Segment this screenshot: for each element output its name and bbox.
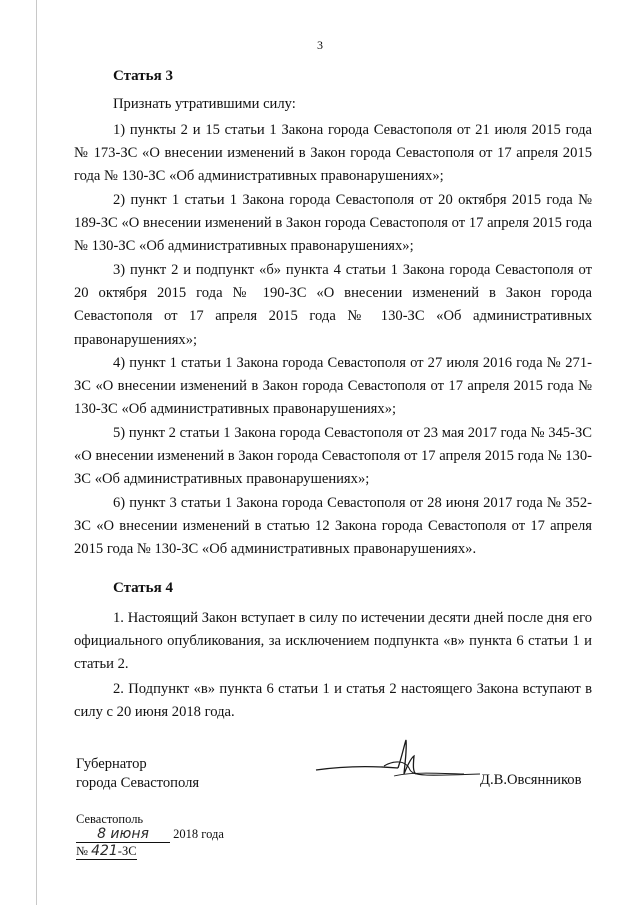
page-number: 3 (317, 38, 323, 52)
number-field (76, 843, 137, 860)
article-3-item-5: 5) пункт 2 статьи 1 Закона города Севастополя от 23 мая 2017 года № 345-ЗС «О внесении изменений в Закон города Севастополя от 17 апреля 2015 года № 130-ЗС «Об административных правонарушениях»; (74, 425, 592, 488)
handwritten-number: 421 (91, 843, 118, 859)
handwritten-signature (314, 736, 484, 788)
article-3-item-3: 3) пункт 2 и подпункт «б» пункта 4 статьи 1 Закона города Севастополя от 20 октября 2015 года № 190-ЗС «О внесении изменений в Закон города Севастополя от 17 апреля 2015 года № 130-ЗС «Об административных правонарушениях»; (74, 262, 592, 348)
footer-city: Севастополь (76, 812, 144, 826)
article-3-item-6: 6) пункт 3 статьи 1 Закона города Севастополя от 28 июня 2017 года № 352-ЗС «О внесении изменений в статью 12 Закона города Севастополя от 17 апреля 2015 года № 130-ЗС «Об административных правонарушениях». (74, 495, 592, 558)
article-3-item-1: 1) пункты 2 и 15 статьи 1 Закона города Севастополя от 21 июля 2015 года № 173-ЗС «О внесении изменений в Закон города Севастополя от 17 апреля 2015 года № 130-ЗС «Об административных правонарушениях»; (74, 122, 592, 185)
footer-date-line (76, 826, 224, 843)
number-prefix: № (76, 844, 88, 858)
article-3-heading: Статья 3 (113, 68, 173, 84)
article-4-heading: Статья 4 (113, 580, 173, 596)
signer-title-line-1: Губернатор (76, 756, 147, 772)
article-3-intro: Признать утратившими силу: (113, 96, 296, 112)
signer-title (76, 755, 199, 793)
article-4-item-1: 1. Настоящий Закон вступает в силу по истечении десяти дней после дня его официального опубликования, за исключением подпункта «в» пункта 6 статьи 1 и статьи 2. (74, 610, 592, 673)
footer-number-line (76, 843, 137, 860)
page-edge-line (36, 0, 37, 905)
article-3-item-4: 4) пункт 1 статьи 1 Закона города Севастополя от 27 июля 2016 года № 271-ЗС «О внесении изменений в Закон города Севастополя от 17 апреля 2015 года № 130-ЗС «Об административных правонарушениях»; (74, 355, 592, 418)
signer-title-line-2: города Севастополя (76, 775, 200, 791)
date-year: 2018 года (173, 827, 224, 841)
date-field (76, 826, 170, 843)
signer-name: Д.В.Овсянников (480, 772, 582, 788)
article-4-item-2: 2. Подпункт «в» пункта 6 статьи 1 и статья 2 настоящего Закона вступают в силу с 20 июня 2018 года. (74, 681, 592, 721)
article-3-item-2: 2) пункт 1 статьи 1 Закона города Севастополя от 20 октября 2015 года № 189-ЗС «О внесении изменений в Закон города Севастополя от 17 апреля 2015 года № 130-ЗС «Об административных правонарушениях»; (74, 192, 592, 255)
handwritten-date: 8 июня (97, 826, 149, 842)
number-suffix: -ЗС (117, 844, 137, 858)
